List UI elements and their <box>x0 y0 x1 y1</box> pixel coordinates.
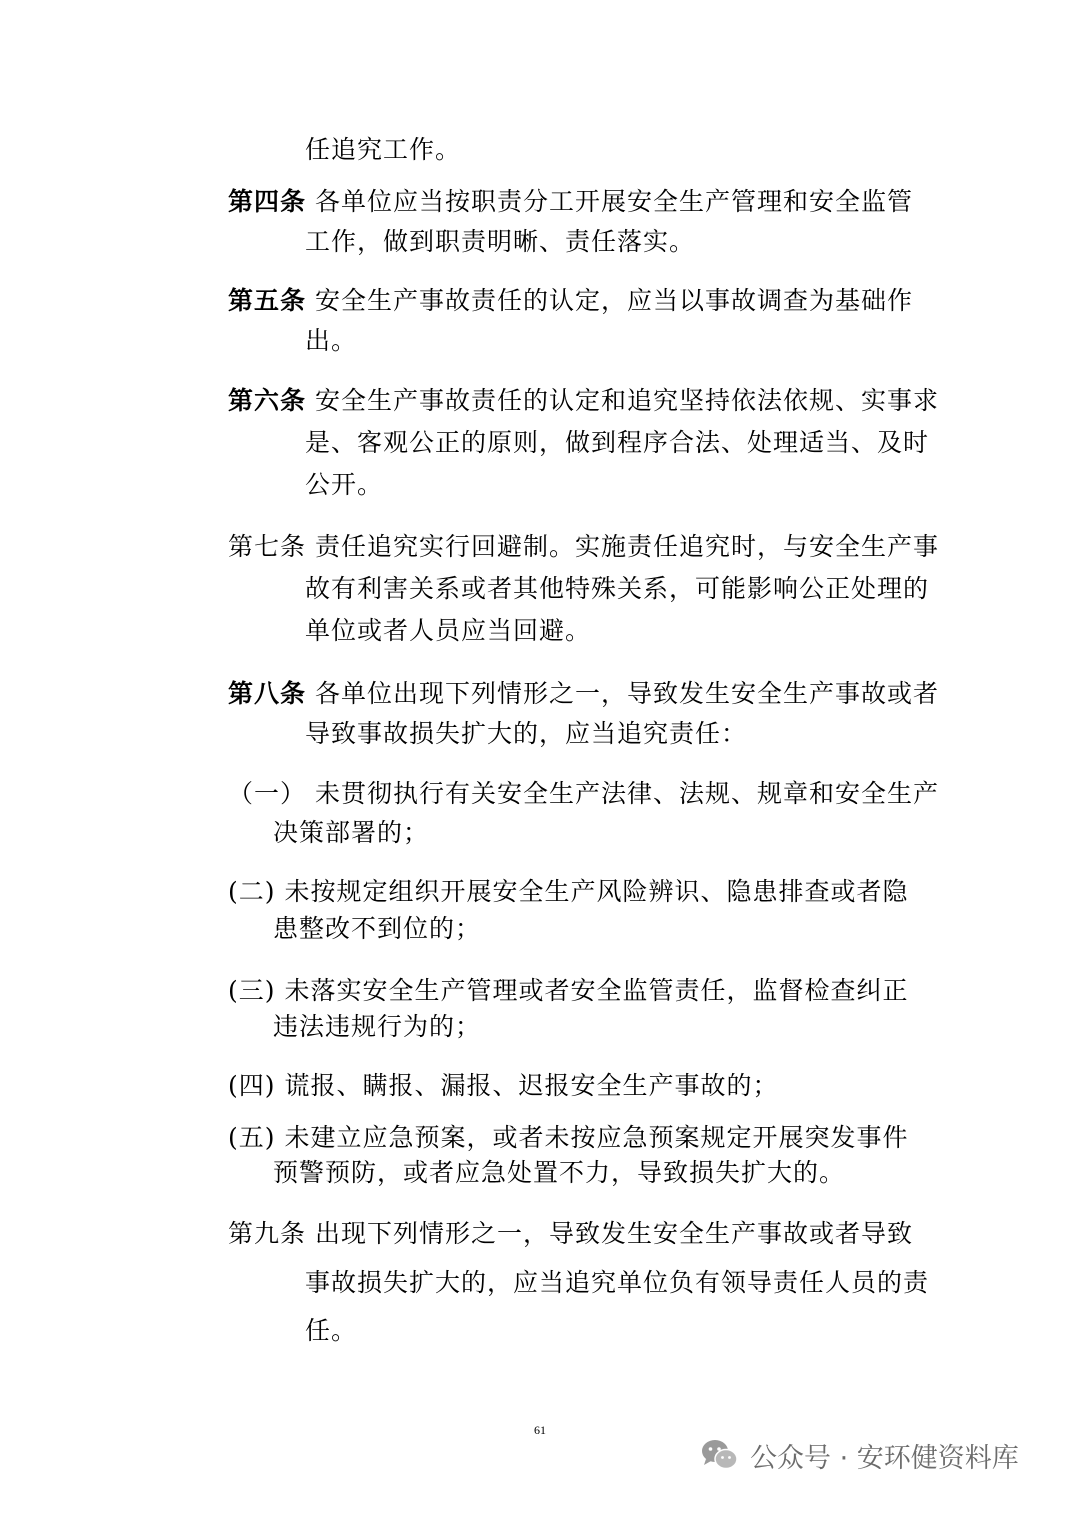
text-line: 任追究工作。 <box>305 135 462 164</box>
article-label: 第八条 <box>228 679 307 708</box>
text-line: 任。 <box>305 1316 358 1345</box>
watermark <box>700 1432 1019 1478</box>
wechat-icon <box>700 1438 740 1472</box>
text-line: 决策部署的； <box>273 818 430 847</box>
article-6-heading-line: 第六条 安全生产事故责任的认定和追究坚持依法依规、实事求 <box>228 386 939 415</box>
article-7-heading-line: 第七条 责任追究实行回避制。实施责任追究时，与安全生产事 <box>228 532 939 561</box>
page-number: 61 <box>534 1423 546 1437</box>
text-line: 单位或者人员应当回避。 <box>305 616 592 645</box>
text-line: 公开。 <box>305 470 384 499</box>
article-9-heading-line: 第九条 出现下列情形之一，导致发生安全生产事故或者导致 <box>228 1219 913 1248</box>
text-line: 事故损失扩大的，应当追究单位负有领导责任人员的责 <box>305 1268 930 1297</box>
watermark-text: 公众号 · 安环健资料库 <box>750 1442 1019 1474</box>
text-line: 预警预防，或者应急处置不力，导致损失扩大的。 <box>273 1158 846 1187</box>
article-5-heading-line: 第五条 安全生产事故责任的认定，应当以事故调查为基础作 <box>228 286 913 315</box>
list-item-4: (四) 谎报、瞒报、漏报、迟报安全生产事故的； <box>228 1071 779 1100</box>
article-label: 第六条 <box>228 386 307 415</box>
article-8-heading-line: 第八条 各单位出现下列情形之一，导致发生安全生产事故或者 <box>228 679 939 708</box>
text-line: 出。 <box>305 326 358 355</box>
list-item-3: (三) 未落实安全生产管理或者安全监管责任，监督检查纠正 <box>228 976 909 1005</box>
text-line: 故有利害关系或者其他特殊关系，可能影响公正处理的 <box>305 574 930 603</box>
list-item-2: (二) 未按规定组织开展安全生产风险辨识、隐患排查或者隐 <box>228 877 909 906</box>
text-line: 是、客观公正的原则，做到程序合法、处理适当、及时 <box>305 428 930 457</box>
text-line: 违法违规行为的； <box>273 1012 482 1041</box>
list-item-1: （一） 未贯彻执行有关安全生产法律、法规、规章和安全生产 <box>228 779 939 808</box>
text-line: 患整改不到位的； <box>273 914 482 943</box>
article-label: 第四条 <box>228 187 307 216</box>
list-item-5: (五) 未建立应急预案，或者未按应急预案规定开展突发事件 <box>228 1123 909 1152</box>
text-line: 导致事故损失扩大的，应当追究责任： <box>305 719 748 748</box>
article-4-heading-line: 第四条 各单位应当按职责分工开展安全生产管理和安全监管 <box>228 187 913 216</box>
article-label: 第五条 <box>228 286 307 315</box>
text-line: 工作，做到职责明晰、责任落实。 <box>305 227 696 256</box>
